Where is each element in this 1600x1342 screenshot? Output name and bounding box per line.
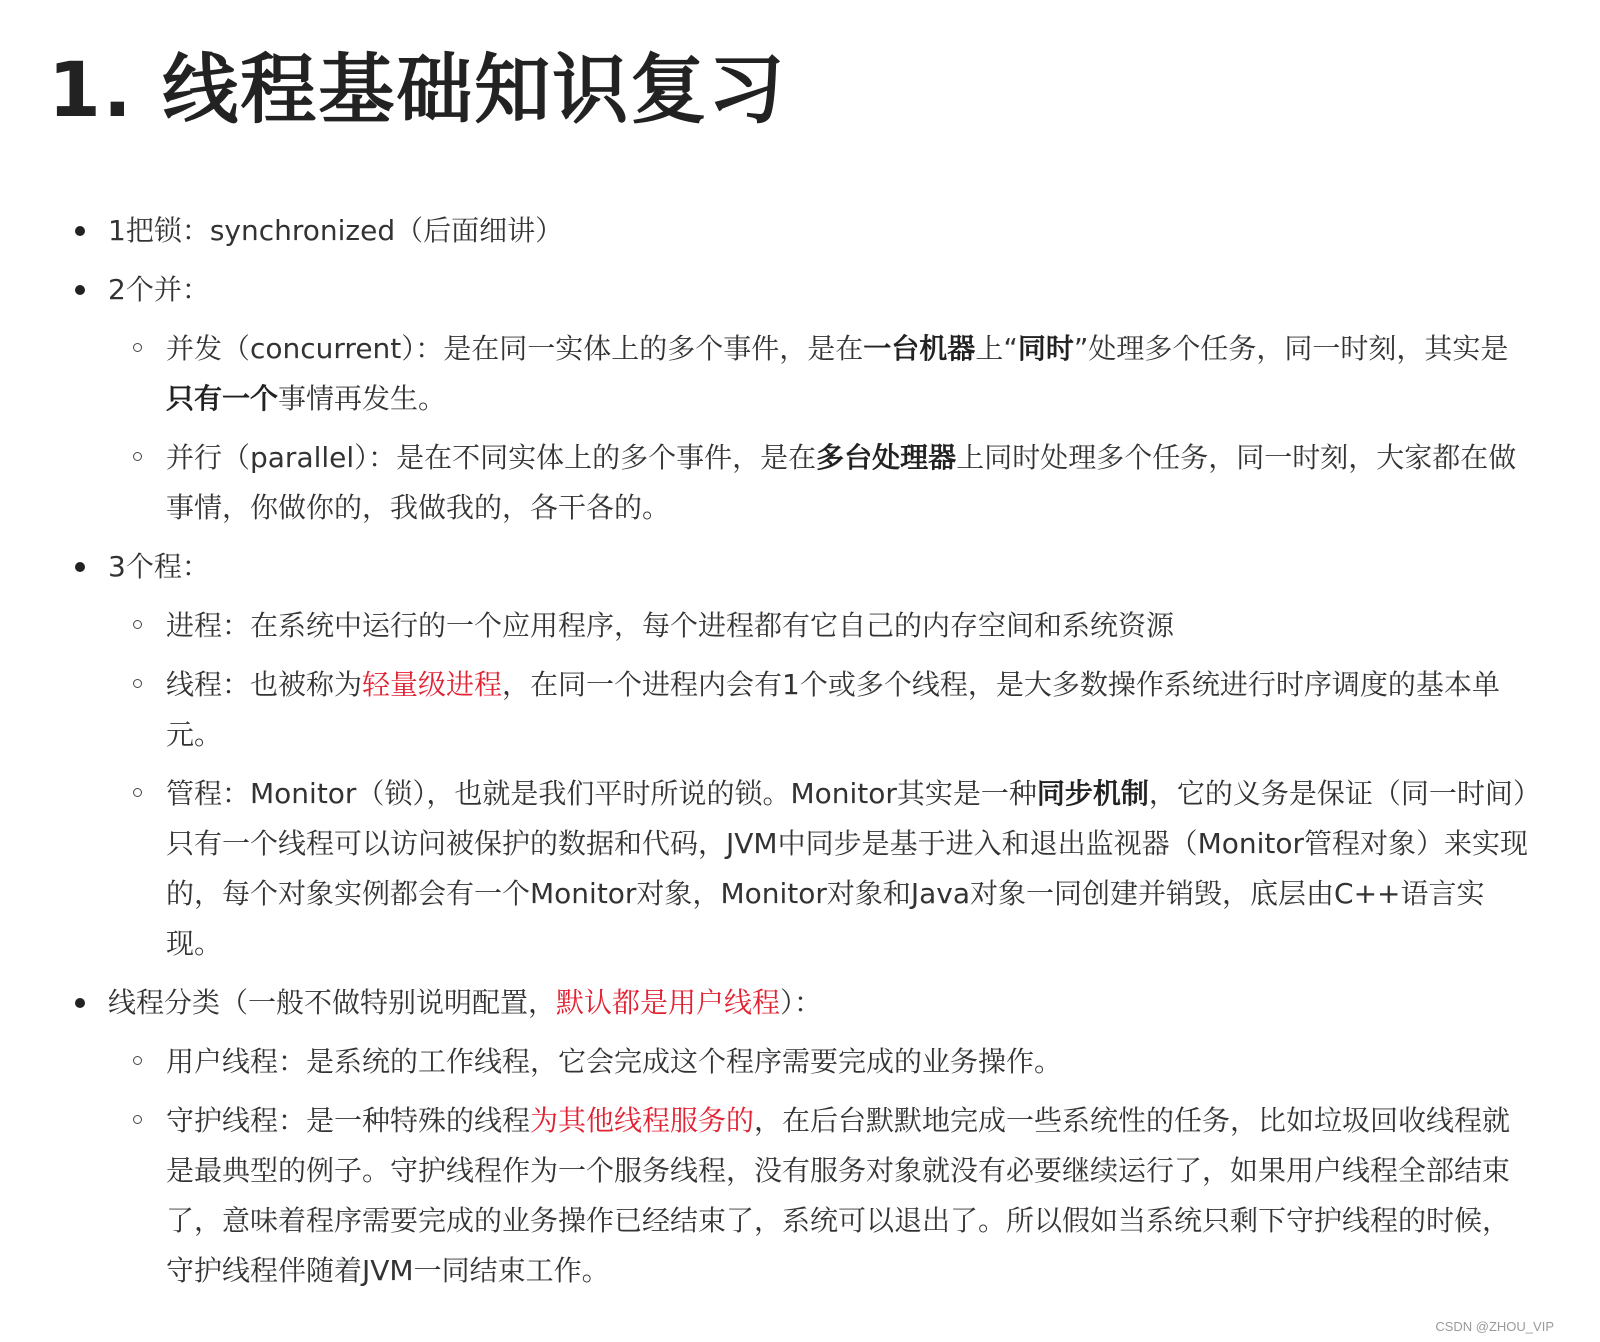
sub-item-text	[166, 660, 1532, 760]
sub-item-text	[166, 433, 1532, 533]
sub-item-concurrent	[72, 324, 1532, 424]
list-item-thread-types	[72, 978, 1532, 1296]
sub-item-text	[166, 1037, 1532, 1087]
sub-item-user-thread	[72, 1037, 1532, 1087]
highlight-text: 为其他线程服务的	[530, 1104, 755, 1137]
text-segment: 上“	[975, 332, 1018, 365]
sub-item-thread	[72, 660, 1532, 760]
bold-text: 同步机制	[1036, 777, 1149, 810]
sub-list	[108, 324, 1532, 533]
text-segment: 并行（parallel）：是在不同实体上的多个事件，是在	[166, 441, 817, 474]
item-text: 1把锁：synchronized（后面细讲）	[108, 214, 564, 247]
sub-item-monitor	[72, 769, 1532, 969]
sub-list	[108, 1037, 1532, 1296]
sub-item-process	[72, 601, 1532, 651]
text-segment: 进程：在系统中运行的一个应用程序，每个进程都有它自己的内存空间和系统资源	[166, 609, 1175, 642]
item-text: 3个程：	[108, 550, 210, 583]
sub-item-daemon-thread	[72, 1096, 1532, 1296]
text-segment: 上同时处理多个任务，同一时刻，大家都在做事情，你做你的，我做我的，各干各的。	[166, 441, 1517, 524]
disc-bullet-icon	[75, 998, 85, 1008]
bold-text: 同时	[1017, 332, 1074, 365]
circle-bullet-icon	[133, 620, 142, 629]
bold-text: 只有一个	[166, 382, 279, 415]
list-item-lock	[72, 206, 1532, 256]
highlight-text: 默认都是用户线程	[556, 986, 781, 1019]
list-item-processes	[72, 542, 1532, 969]
circle-bullet-icon	[133, 679, 142, 688]
highlight-text: 轻量级进程	[362, 668, 503, 701]
sub-item-text	[166, 1096, 1532, 1296]
sub-list	[108, 601, 1532, 969]
sub-item-parallel	[72, 433, 1532, 533]
watermark: CSDN @ZHOU_VIP	[1435, 1319, 1554, 1334]
text-segment: ）：	[780, 986, 823, 1019]
text-segment: ，在后台默默地完成一些系统性的任务，比如垃圾回收线程就是最典型的例子。守护线程作为一个服务线程，没有服务对象就没有必要继续运行了，如果用户线程全部结束了，意味着程序需要完成的业务操作已经结束了，系统可以退出了。所以假如当系统只剩下守护线程的时候，守护线程伴随着JVM一同结束工作。	[166, 1104, 1511, 1287]
sub-item-text	[166, 601, 1532, 651]
bold-text: 多台处理器	[816, 441, 957, 474]
sub-item-text	[166, 324, 1532, 424]
circle-bullet-icon	[133, 343, 142, 352]
disc-bullet-icon	[75, 562, 85, 572]
circle-bullet-icon	[133, 1115, 142, 1124]
text-segment: 守护线程：是一种特殊的线程	[166, 1104, 531, 1137]
text-segment: ，在同一个进程内会有1个或多个线程，是大多数操作系统进行时序调度的基本单元。	[166, 668, 1500, 751]
item-text: 2个并：	[108, 273, 210, 306]
section-title: 1. 线程基础知识复习	[48, 45, 787, 134]
text-segment: ”处理多个任务，同一时刻，其实是	[1073, 332, 1509, 365]
disc-bullet-icon	[75, 285, 85, 295]
circle-bullet-icon	[133, 788, 142, 797]
text-segment: 并发（concurrent）：是在同一实体上的多个事件，是在	[166, 332, 864, 365]
circle-bullet-icon	[133, 452, 142, 461]
bold-text: 一台机器	[863, 332, 976, 365]
sub-item-text	[166, 769, 1532, 969]
text-segment: 线程分类（一般不做特别说明配置，	[108, 986, 557, 1019]
text-segment: 事情再发生。	[278, 382, 447, 415]
item-text	[108, 986, 822, 1019]
text-segment: 用户线程：是系统的工作线程，它会完成这个程序需要完成的业务操作。	[166, 1045, 1063, 1078]
list-item-concurrency	[72, 265, 1532, 533]
circle-bullet-icon	[133, 1056, 142, 1065]
text-segment: 线程：也被称为	[166, 668, 363, 701]
disc-bullet-icon	[75, 226, 85, 236]
text-segment: 管程：Monitor（锁），也就是我们平时所说的锁。Monitor其实是一种	[166, 777, 1037, 810]
text-segment: ，它的义务是保证（同一时间）只有一个线程可以访问被保护的数据和代码，JVM中同步是基于进入和退出监视器（Monitor管程对象）来实现的，每个对象实例都会有一个Monitor对象，Monitor对象和Java对象一同创建并销毁，底层由C++语言实现。	[166, 777, 1529, 960]
bullet-list	[72, 206, 1532, 1305]
